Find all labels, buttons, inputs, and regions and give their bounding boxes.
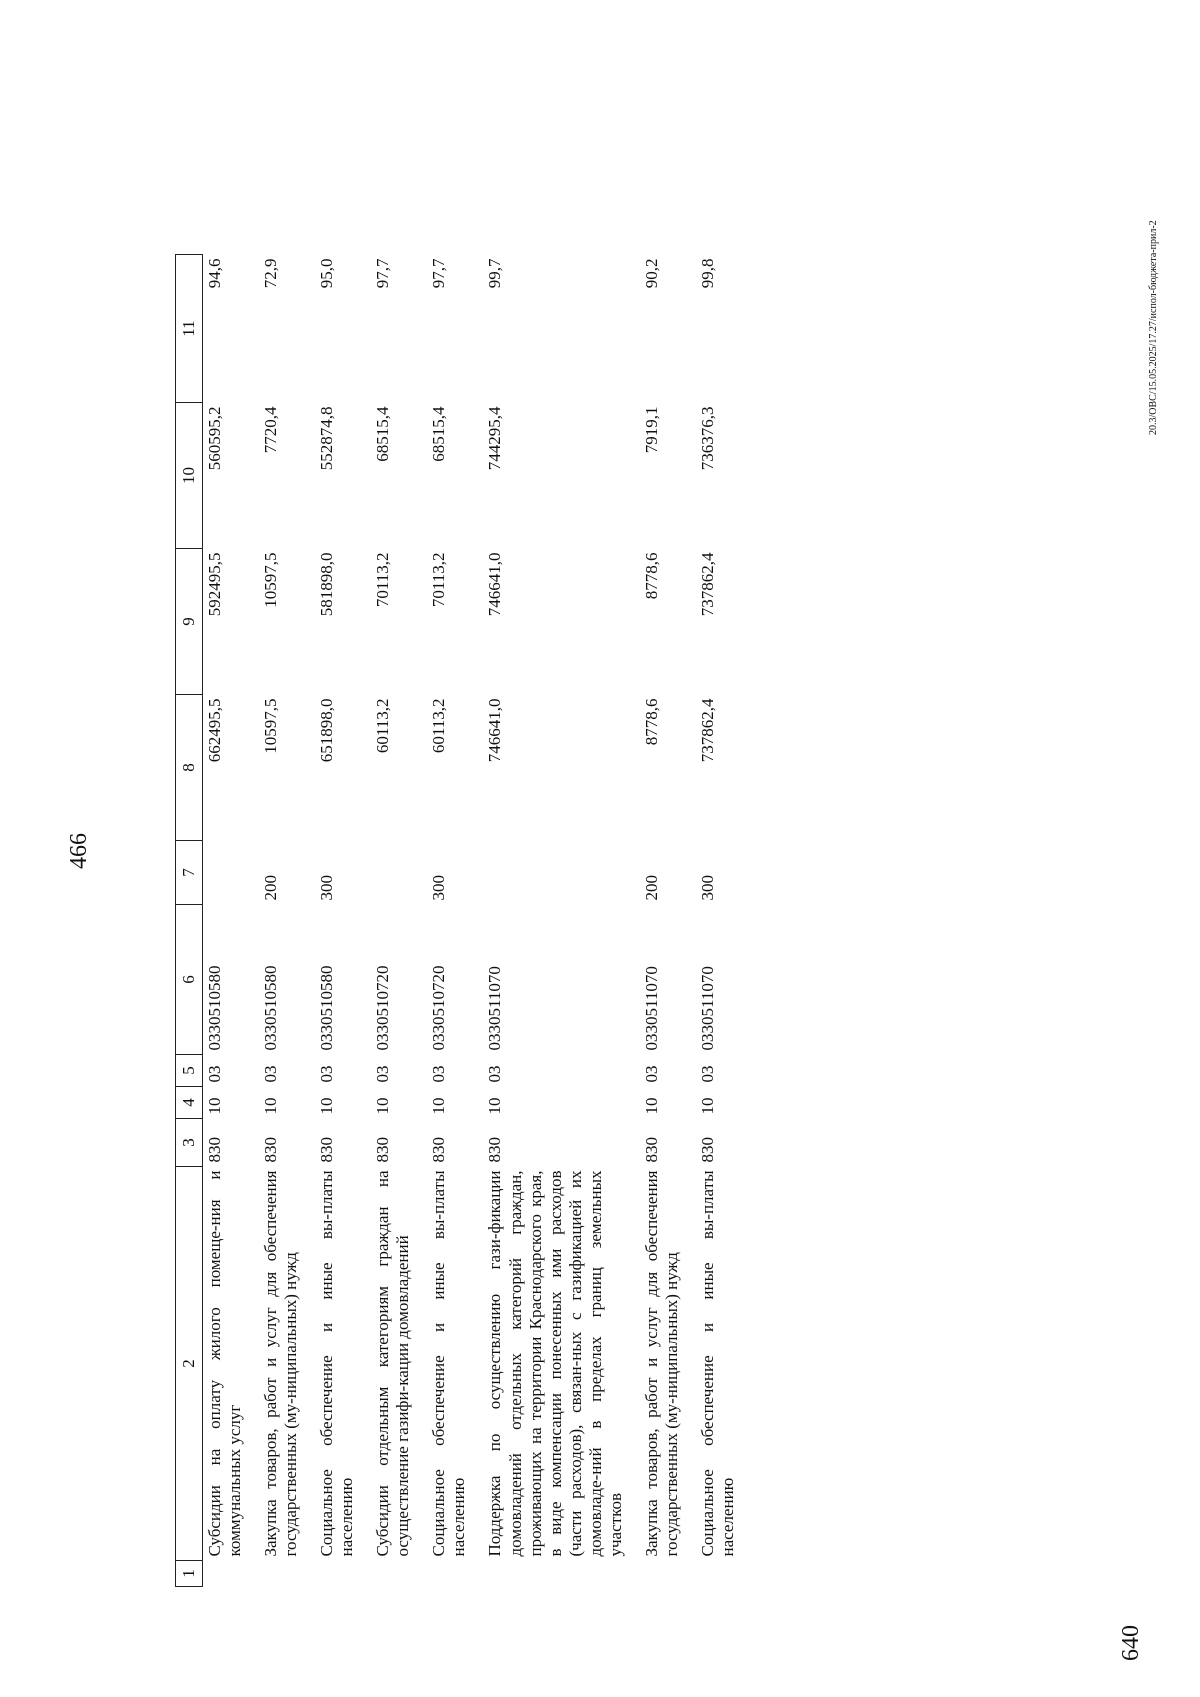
header-cell: 6 <box>176 905 203 1055</box>
cell-description: Социальное обеспечение и иные вы-платы населению <box>429 1170 469 1557</box>
cell-target-article: 0330510720 <box>429 965 449 1051</box>
cell-amount-col10: 7919,1 <box>641 406 661 454</box>
cell-subsection: 03 <box>641 1065 661 1083</box>
cell-section: 10 <box>429 1097 449 1115</box>
table-row <box>315 255 371 1587</box>
cell-expense-type <box>371 841 427 905</box>
cell-percent-col11: 97,7 <box>373 258 393 289</box>
header-cell: 7 <box>176 841 203 905</box>
cell-target-article: 0330510580 <box>317 965 337 1051</box>
cell-amount-col10: 560595,2 <box>205 406 224 471</box>
header-cell: 4 <box>176 1087 203 1119</box>
header-cell: 8 <box>176 695 203 841</box>
header-cell: 1 <box>176 1561 203 1587</box>
table-row <box>483 255 639 1587</box>
cell-ministry-code: 830 <box>485 1137 505 1163</box>
cell-section: 10 <box>485 1097 505 1115</box>
cell-expense-type: 200 <box>641 875 661 901</box>
cell-subsection: 03 <box>485 1065 505 1083</box>
cell-subsection: 03 <box>205 1065 224 1083</box>
cell-index <box>315 1561 371 1587</box>
cell-index <box>203 1561 260 1587</box>
table-row <box>696 255 752 1587</box>
cell-amount-col8: 60113,2 <box>373 698 393 754</box>
cell-expense-type: 200 <box>261 875 281 901</box>
cell-expense-type: 300 <box>697 875 717 901</box>
cell-section: 10 <box>641 1097 661 1115</box>
header-cell: 9 <box>176 549 203 695</box>
cell-target-article: 0330511070 <box>641 966 661 1051</box>
cell-expense-type <box>203 841 260 905</box>
header-cell: 5 <box>176 1055 203 1087</box>
cell-index <box>371 1561 427 1587</box>
cell-percent-col11: 94,6 <box>205 258 224 289</box>
cell-description: Субсидии отдельным категориям граждан на осуществление газифи-кации домовладений <box>373 1170 413 1557</box>
cell-amount-col9: 581898,0 <box>317 552 337 617</box>
cell-amount-col8: 746641,0 <box>485 698 505 763</box>
cell-amount-col10: 7720,4 <box>261 406 281 454</box>
cell-amount-col8: 60113,2 <box>429 698 449 754</box>
cell-section: 10 <box>261 1097 281 1115</box>
cell-index <box>259 1561 315 1587</box>
cell-amount-col10: 552874,8 <box>317 406 337 471</box>
document-code: 20.3/ОВС/15.05.2025/17.27/испол-бюджета-прил-2 <box>1148 220 1159 435</box>
cell-percent-col11: 90,2 <box>641 258 661 289</box>
cell-amount-col9: 10597,5 <box>261 552 281 608</box>
cell-subsection: 03 <box>429 1065 449 1083</box>
table-row <box>371 255 427 1587</box>
header-cell: 3 <box>176 1119 203 1167</box>
cell-expense-type <box>483 841 639 905</box>
cell-amount-col8: 10597,5 <box>261 698 281 754</box>
cell-ministry-code: 830 <box>373 1137 393 1163</box>
cell-amount-col9: 70113,2 <box>429 552 449 608</box>
table-row <box>640 255 696 1587</box>
cell-percent-col11: 95,0 <box>317 258 337 289</box>
cell-index <box>483 1561 639 1587</box>
cell-ministry-code: 830 <box>697 1137 717 1163</box>
cell-target-article: 0330511070 <box>697 966 717 1051</box>
cell-index <box>640 1561 696 1587</box>
cell-amount-col10: 68515,4 <box>429 406 449 462</box>
cell-description: Поддержка по осуществлению гази-фикации домовладений отдельных категорий граждан, проживающих на территории Краснодарского края, в виде компенсации понесенных ими расходов (части расходов), связан-ных с газификацией их домовладе-ний в пределах границ земельных участков <box>485 1170 625 1557</box>
cell-target-article: 0330511070 <box>485 966 505 1051</box>
cell-subsection: 03 <box>697 1065 717 1083</box>
cell-percent-col11: 72,9 <box>261 258 281 289</box>
cell-description: Субсидии на оплату жилого помеще-ния и коммунальных услуг <box>205 1170 245 1557</box>
cell-index <box>427 1561 483 1587</box>
cell-amount-col10: 744295,4 <box>485 406 505 471</box>
cell-subsection: 03 <box>317 1065 337 1083</box>
cell-percent-col11: 99,8 <box>697 258 717 289</box>
cell-amount-col8: 737862,4 <box>697 698 717 763</box>
cell-expense-type: 300 <box>429 875 449 901</box>
cell-percent-col11: 99,7 <box>485 258 505 289</box>
cell-amount-col9: 8778,6 <box>641 552 661 600</box>
table-header-row <box>176 255 203 1587</box>
cell-section: 10 <box>317 1097 337 1115</box>
table-row <box>203 255 260 1587</box>
header-cell: 10 <box>176 403 203 549</box>
cell-target-article: 0330510720 <box>373 965 393 1051</box>
cell-amount-col9: 70113,2 <box>373 552 393 608</box>
cell-target-article: 0330510580 <box>205 965 224 1051</box>
page-number-bottom: 640 <box>1118 1625 1144 1661</box>
cell-ministry-code: 830 <box>641 1137 661 1163</box>
header-cell: 11 <box>176 255 203 403</box>
cell-ministry-code: 830 <box>429 1137 449 1163</box>
table-row <box>427 255 483 1587</box>
cell-amount-col9: 746641,0 <box>485 552 505 617</box>
cell-description: Закупка товаров, работ и услуг для обеспечения государственных (му-ниципальных) нужд <box>261 1170 301 1557</box>
cell-ministry-code: 830 <box>261 1137 281 1163</box>
cell-description: Закупка товаров, работ и услуг для обеспечения государственных (му-ниципальных) нужд <box>641 1170 681 1557</box>
header-cell: 2 <box>176 1167 203 1561</box>
cell-expense-type: 300 <box>317 875 337 901</box>
cell-subsection: 03 <box>261 1065 281 1083</box>
cell-target-article: 0330510580 <box>261 965 281 1051</box>
cell-amount-col8: 662495,5 <box>205 698 224 763</box>
cell-section: 10 <box>205 1097 224 1115</box>
page-number-top: 466 <box>66 833 92 869</box>
cell-description: Социальное обеспечение и иные вы-платы населению <box>317 1170 357 1557</box>
budget-table <box>175 254 752 1587</box>
cell-section: 10 <box>373 1097 393 1115</box>
cell-section: 10 <box>697 1097 717 1115</box>
cell-percent-col11: 97,7 <box>429 258 449 289</box>
cell-amount-col10: 68515,4 <box>373 406 393 462</box>
cell-ministry-code: 830 <box>205 1137 224 1163</box>
cell-index <box>696 1561 752 1587</box>
cell-ministry-code: 830 <box>317 1137 337 1163</box>
cell-amount-col8: 8778,6 <box>641 698 661 746</box>
cell-amount-col9: 737862,4 <box>697 552 717 617</box>
cell-subsection: 03 <box>373 1065 393 1083</box>
cell-amount-col10: 736376,3 <box>697 406 717 471</box>
table-row <box>259 255 315 1587</box>
cell-amount-col8: 651898,0 <box>317 698 337 763</box>
cell-description: Социальное обеспечение и иные вы-платы населению <box>697 1170 737 1557</box>
cell-amount-col9: 592495,5 <box>205 552 224 617</box>
